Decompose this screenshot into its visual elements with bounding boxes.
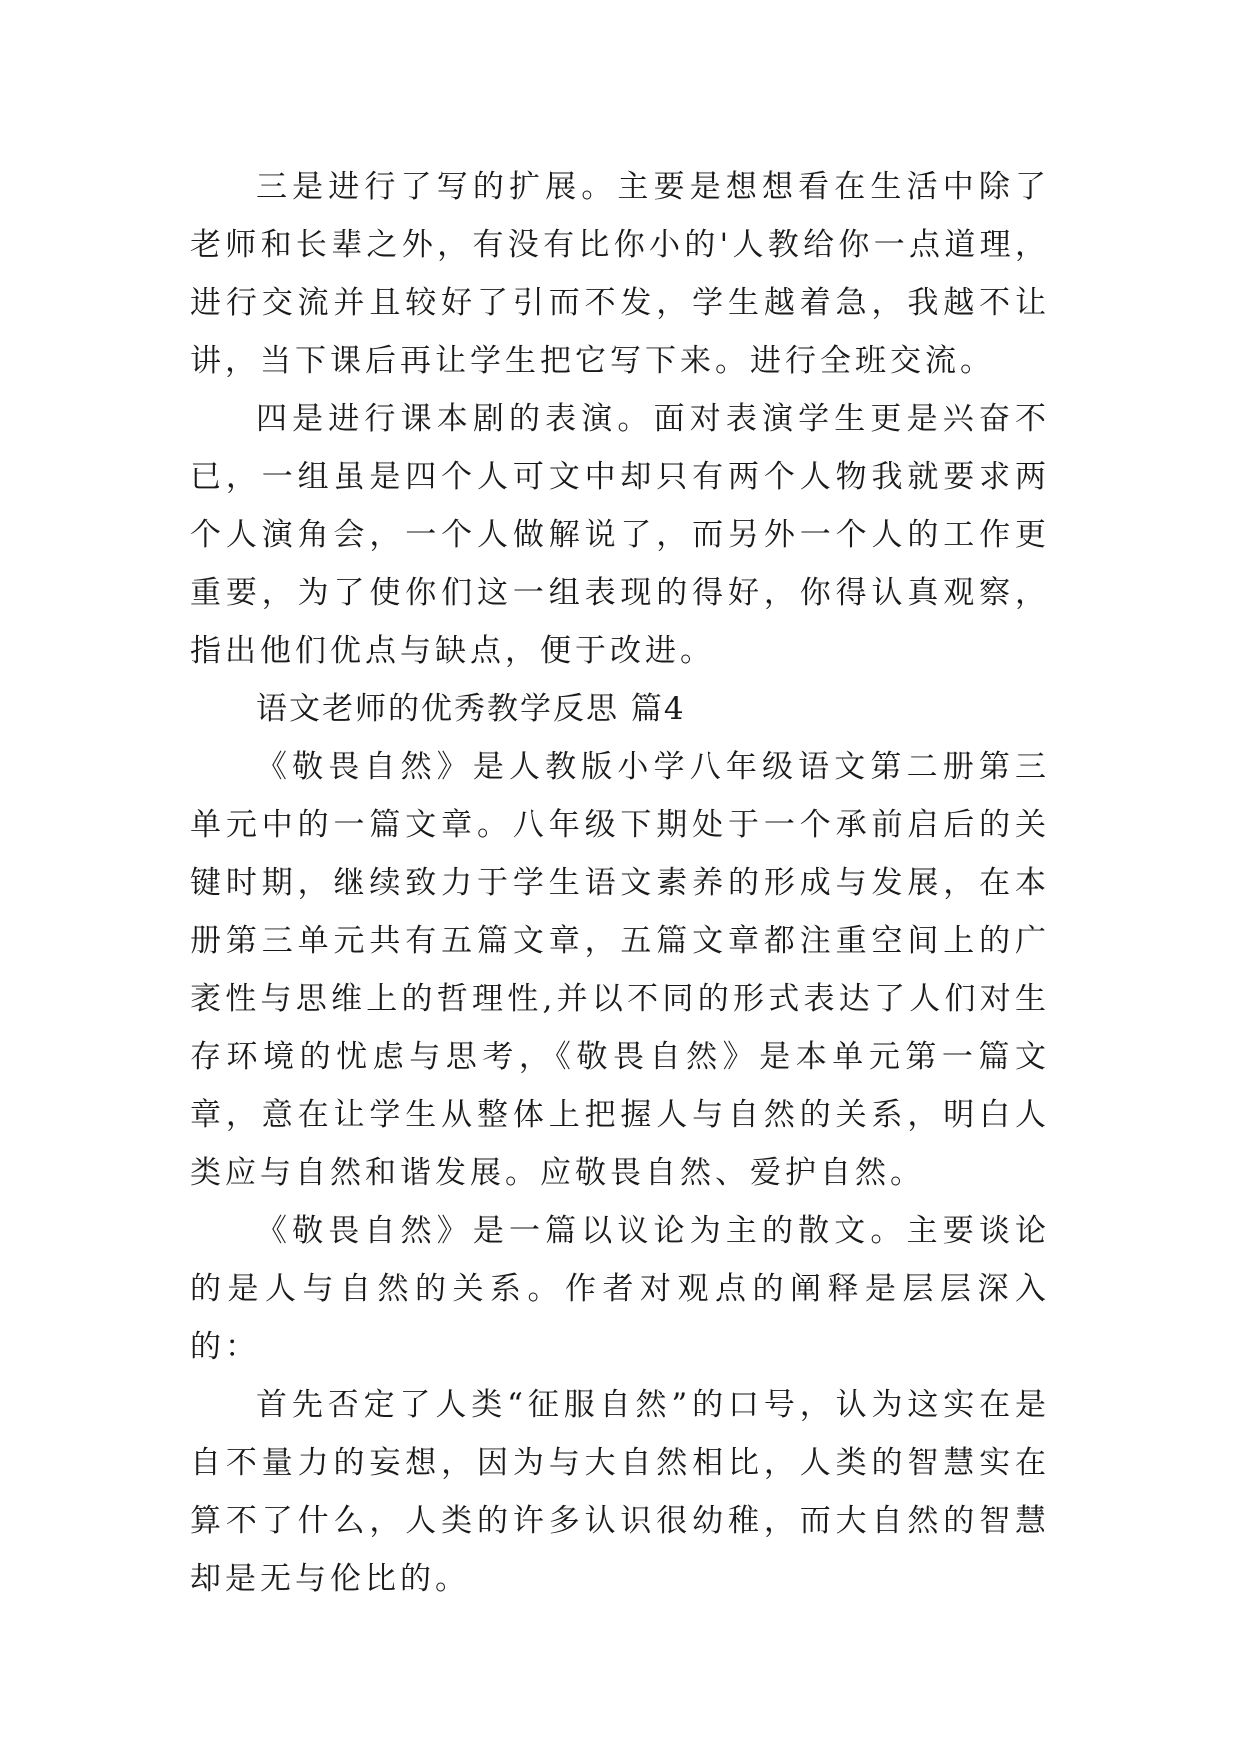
paragraph-essay-summary: 《敬畏自然》是一篇以议论为主的散文。主要谈论的是人与自然的关系。作者对观点的阐释是层层深入的： (190, 1213, 1050, 1365)
document-body (190, 158, 1050, 1608)
paragraph-skit-performance: 四是进行课本剧的表演。面对表演学生更是兴奋不已，一组虽是四个人可文中却只有两个人物我就要求两个人演角会，一个人做解说了，而另外一个人的工作更重要，为了使你们这一组表现的得好，你得认真观察，指出他们优点与缺点，便于改进。 (190, 401, 1050, 669)
paragraph-lesson-intro: 《敬畏自然》是人教版小学八年级语文第二册第三单元中的一篇文章。八年级下期处于一个承前启后的关键时期，继续致力于学生语文素养的形成与发展，在本册第三单元共有五篇文章，五篇文章都注重空间上的广袤性与思维上的哲理性,并以不同的形式表达了人们对生存环境的忧虑与思考，《敬畏自然》是本单元第一篇文章，意在让学生从整体上把握人与自然的关系，明白人类应与自然和谐发展。应敬畏自然、爱护自然。 (190, 749, 1050, 1191)
paragraph-writing-extension: 三是进行了写的扩展。主要是想想看在生活中除了老师和长辈之外，有没有比你小的'人教给你一点道理，进行交流并且较好了引而不发，学生越着急，我越不让讲，当下课后再让学生把它写下来。进行全班交流。 (190, 169, 1050, 379)
paragraph-first-argument: 首先否定了人类“征服自然”的口号，认为这实在是自不量力的妄想，因为与大自然相比，人类的智慧实在算不了什么，人类的许多认识很幼稚，而大自然的智慧却是无与伦比的。 (190, 1387, 1050, 1597)
section-heading: 语文老师的优秀教学反思 篇4 (256, 691, 686, 727)
